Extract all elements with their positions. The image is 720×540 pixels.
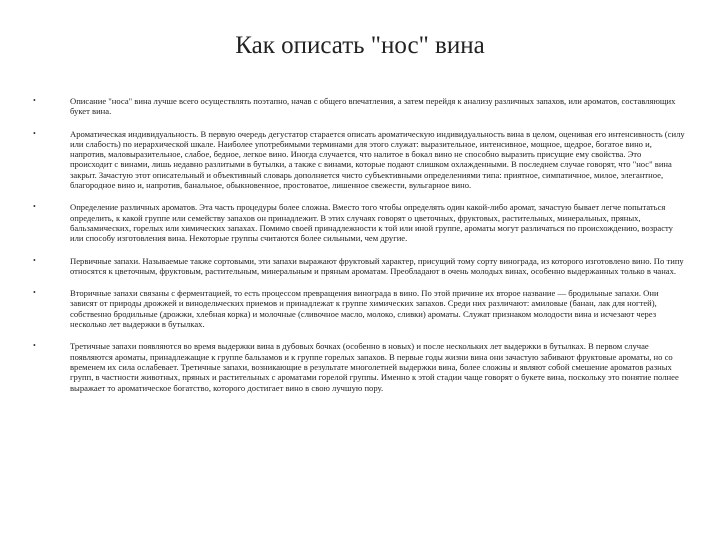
bullet-dot-icon: • xyxy=(33,128,36,138)
bullet-dot-icon: • xyxy=(33,341,36,351)
bullet-text: Определение различных ароматов. Эта часть процедуры более сложна. Вместо того чтобы определять один какой-либо аромат, зачастую бывает легче попытаться определить, к какой группе или семейству запахов он принадлежит. В этих случаях говорят о цветочных, фруктовых, растительных, минеральных, пряных, бальзамических, горелых или химических запахах. Помимо своей принадлежности к той или иной группе, ароматы могут различаться по происхождению, возрасту или способу изготовления вина. Некоторые группы считаются более сильными, чем другие. xyxy=(70,202,673,244)
bullet-text: Ароматическая индивидуальность. В первую очередь дегустатор старается описать ароматическую индивидуальность вина в целом, оценивая его интенсивность (силу или слабость) по иерархической шкале. Наиболее употребимыми терминами для этого служат: выразительное, интенсивное, мощное, щедрое, богатое вино и, напротив, маловыразительное, слабое, бедное, легкое вино. Иногда случается, что налитое в бокал вино не способно выразить присущие ему свойства. Это происходит с винами, лишь недавно разлитыми в бутылки, а также с винами, которые подают слишком охлажденными. В последнем случае говорят, что "нос" вина закрыт. Зачастую этот описательный и объективный словарь дополняется чисто субъективными определениями типа: приятное, симпатичное, милое, элегантное, благородное вино и, напротив, банальное, обыкновенное, простоватое, лишенное свежести, вульгарное вино. xyxy=(70,128,685,191)
bullet-dot-icon: • xyxy=(33,96,36,105)
slide-title: Как описать "нос" вина xyxy=(235,32,485,59)
bullet-text: Описание "носа" вина лучше всего осуществлять поэтапно, начав с общего впечатления, а затем перейдя к анализу различных запахов, или ароматов, составляющих букет вина. xyxy=(70,96,676,117)
bullet-item-primary-aromas xyxy=(33,256,685,277)
bullet-item-aromatic-individuality xyxy=(33,129,685,191)
bullet-item-general xyxy=(33,96,685,117)
bullet-text: Первичные запахи. Называемые также сортовыми, эти запахи выражают фруктовый характер, присущий тому сорту винограда, из которого изготовлено вино. По типу относятся к цветочным, фруктовым, растительным, минеральным и пряным ароматам. Преобладают в очень молодых винах, особенно выдержанных только в чанах. xyxy=(70,255,684,276)
bullet-item-aroma-identification xyxy=(33,202,685,243)
bullet-item-tertiary-aromas xyxy=(33,341,685,392)
bullet-dot-icon: • xyxy=(33,255,36,265)
bullet-text: Вторичные запахи связаны с ферментацией, то есть процессом превращения винограда в вино. По этой причине их второе название — бродильные запахи. Они зависят от природы дрожжей и винодельческих приемов и принадлежат к группе химических запахов. Среди них различают: амиловые (банан, лак для ногтей), собственно бродильные (дрожжи, хлебная корка) и молочные (сливочное масло, молоко, сливки) ароматы. Служат признаком молодости вина и исчезают через несколько лет выдержки в бутылках. xyxy=(70,288,659,330)
bullet-dot-icon: • xyxy=(33,288,36,298)
bullet-text: Третичные запахи появляются во время выдержки вина в дубовых бочках (особенно в новых) и после нескольких лет выдержки в бутылках. В первом случае появляются ароматы, принадлежащие к группе бальзамов и к группе горелых запахов. В первые годы жизни вина они зачастую забивают фруктовые ароматы, но со временем их сила ослабевает. Третичные запахи, возникающие в результате многолетней выдержки вина, более сложны и являют собой смешение ароматов разных групп, в частности животных, пряных и растительных с ароматами горелой группы. Именно к этой стадии чаще говорят о букете вина, поскольку это понятие полнее выражает то ароматическое богатство, которого достигает вино в свою лучшую пору. xyxy=(70,341,679,393)
bullet-list xyxy=(33,96,685,405)
bullet-item-secondary-aromas xyxy=(33,288,685,329)
bullet-dot-icon: • xyxy=(33,202,36,212)
